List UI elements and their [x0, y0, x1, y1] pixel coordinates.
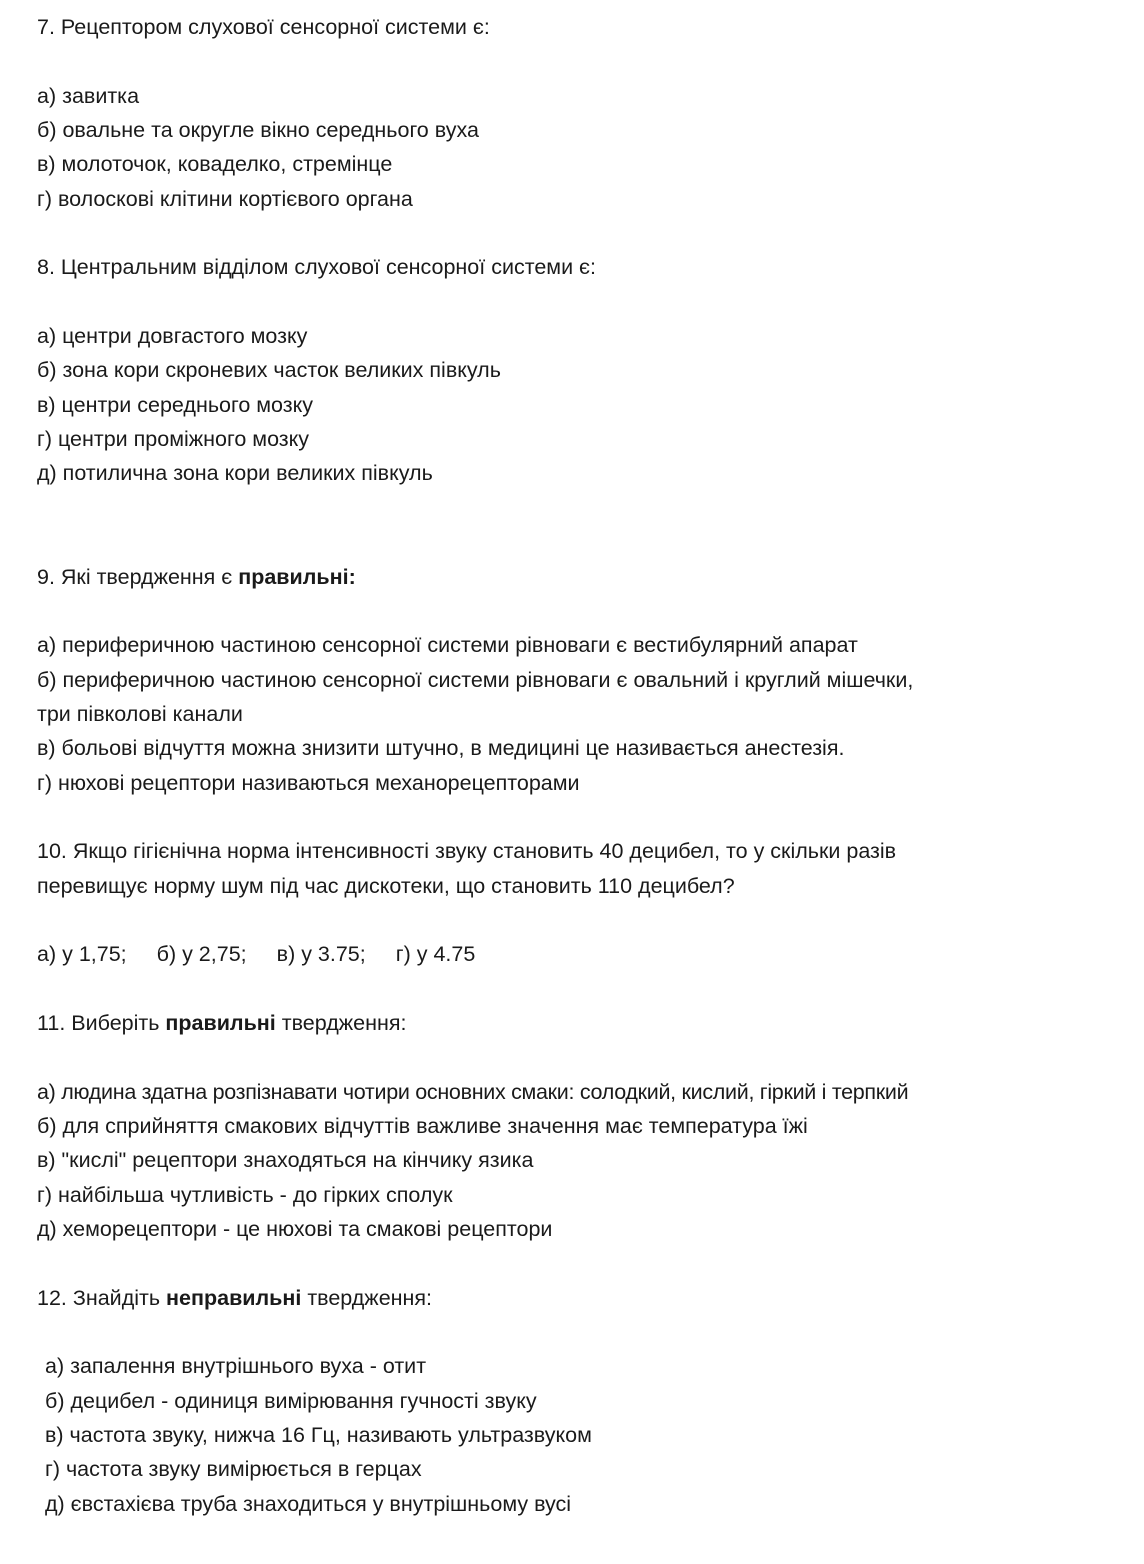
q8-option-a: а) центри довгастого мозку — [37, 324, 308, 349]
q9-option-c: в) больові відчуття можна знизити штучно, в медицині це називається анестезія. — [37, 736, 845, 761]
q7-option-c: в) молоточок, коваделко, стремінце — [37, 152, 393, 177]
q12-title-pre: 12. Знайдіть — [37, 1285, 167, 1310]
question-12-title — [37, 1281, 1137, 1315]
q8-option-e: д) потилична зона кори великих півкуль — [37, 461, 433, 486]
q11-option-a: а) людина здатна розпізнавати чотири основних смаки: солодкий, кислий, гіркий і терпкий — [37, 1079, 909, 1104]
q7-option-d: г) волоскові клітини кортієвого органа — [37, 186, 413, 211]
q9-option-d: г) нюхові рецептори називаються механорецепторами — [37, 770, 580, 795]
q11-option-e: д) хеморецептори - це нюхові та смакові рецептори — [37, 1217, 553, 1242]
q9-title-bold: правильні: — [238, 564, 356, 589]
question-11-title — [37, 1006, 1137, 1040]
q12-option-c: в) частота звуку, нижча 16 Гц, називають ультразвуком — [45, 1423, 592, 1448]
q11-title-post: твердження: — [275, 1010, 407, 1035]
q9-option-b-cont: три півколові канали — [37, 701, 243, 726]
question-8-title: 8. Центральним відділом слухової сенсорної системи є: — [37, 255, 596, 280]
q9-option-a: а) периферичною частиною сенсорної системи рівноваги є вестибулярний апарат — [37, 633, 858, 658]
q11-option-b: б) для сприйняття смакових відчуттів важливе значення має температура їжі — [37, 1114, 808, 1138]
q12-option-e: д) євстахієва труба знаходиться у внутрішньому вусі — [45, 1491, 572, 1516]
q11-title-bold: правильні — [165, 1010, 276, 1035]
question-10-title-line2: перевищує норму шум під час дискотеки, що становить 110 децибел? — [37, 873, 735, 898]
q12-title-bold: неправильні — [166, 1285, 302, 1310]
q10-options — [37, 937, 1137, 971]
q12-option-d: г) частота звуку вимірюється в герцах — [45, 1457, 422, 1482]
document — [37, 10, 1137, 1521]
q11-option-d: г) найбільша чутливість - до гірких сполук — [37, 1182, 453, 1207]
q8-option-c: в) центри середнього мозку — [37, 392, 314, 417]
q12-title-post: твердження: — [301, 1285, 433, 1310]
q9-title-text: 9. Які твердження є — [37, 564, 239, 589]
question-9-title — [37, 560, 1137, 594]
q10-option-d: г) у 4.75 — [395, 942, 476, 967]
q8-option-b: б) зона кори скроневих часток великих півкуль — [37, 358, 501, 383]
q9-option-b: б) периферичною частиною сенсорної системи рівноваги є овальний і круглий мішечки, — [37, 667, 914, 692]
q12-option-a: а) запалення внутрішнього вуха - отит — [45, 1354, 427, 1379]
q7-option-b: б) овальне та округле вікно середнього вуха — [37, 118, 479, 143]
q11-option-c: в) "кислі" рецептори знаходяться на кінчику язика — [37, 1148, 534, 1173]
q11-title-pre: 11. Виберіть — [37, 1010, 166, 1035]
question-7-title: 7. Рецептором слухової сенсорної системи є: — [37, 15, 490, 39]
q12-option-b: б) децибел - одиниця вимірювання гучності звуку — [45, 1388, 537, 1413]
q10-option-a: а) у 1,75; — [37, 942, 127, 967]
q7-option-a: а) завитка — [37, 83, 140, 108]
q10-option-c: в) у 3.75; — [276, 942, 366, 967]
q8-option-d: г) центри проміжного мозку — [37, 427, 310, 452]
question-10-title-line1: 10. Якщо гігієнічна норма інтенсивності звуку становить 40 децибел, то у скільки разів — [37, 839, 897, 864]
q10-option-b: б) у 2,75; — [156, 942, 247, 967]
